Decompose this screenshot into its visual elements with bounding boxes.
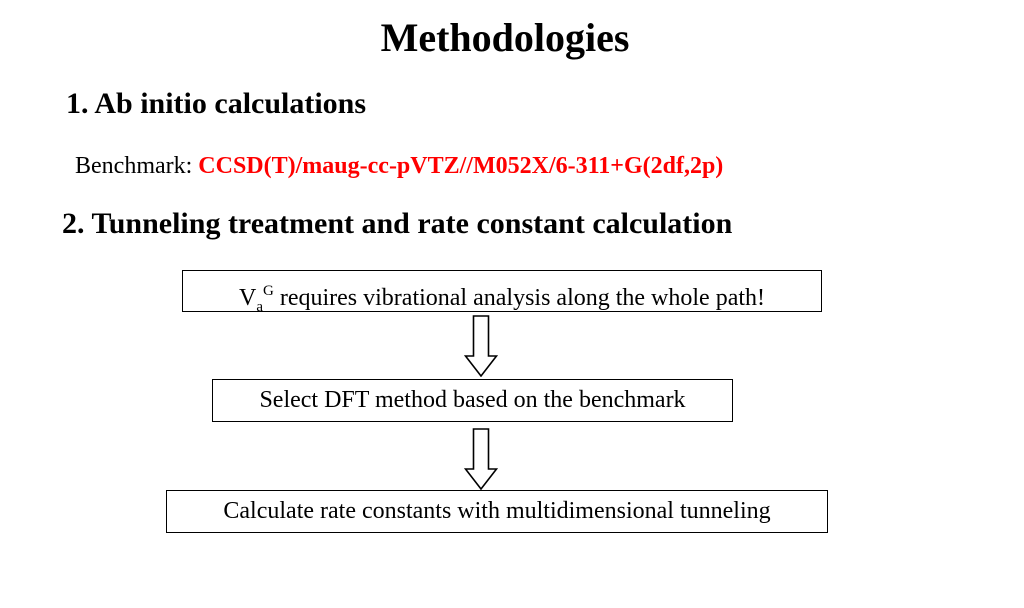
va-superscript: G — [262, 283, 274, 299]
section-heading-ab-initio: 1. Ab initio calculations — [66, 87, 367, 120]
section-heading-tunneling: 2. Tunneling treatment and rate constant calculation — [62, 207, 733, 240]
flow-box-1-text: requires vibrational analysis along the whole path! — [273, 285, 766, 311]
va-subscript: a — [256, 299, 263, 315]
flow-box-vibrational-analysis — [182, 270, 822, 315]
slide-title: Methodologies — [380, 15, 630, 60]
benchmark-method: CCSD(T)/maug-cc-pVTZ//M052X/6-311+G(2df,2p) — [198, 153, 724, 179]
benchmark-line — [75, 151, 723, 181]
down-arrow-icon — [464, 428, 498, 490]
flow-box-rate-constants: Calculate rate constants with multidimensional tunneling — [166, 490, 828, 533]
flow-box-select-dft: Select DFT method based on the benchmark — [212, 379, 733, 422]
down-arrow-icon — [464, 315, 498, 377]
va-symbol: V — [238, 285, 257, 311]
benchmark-label: Benchmark: — [75, 153, 199, 179]
